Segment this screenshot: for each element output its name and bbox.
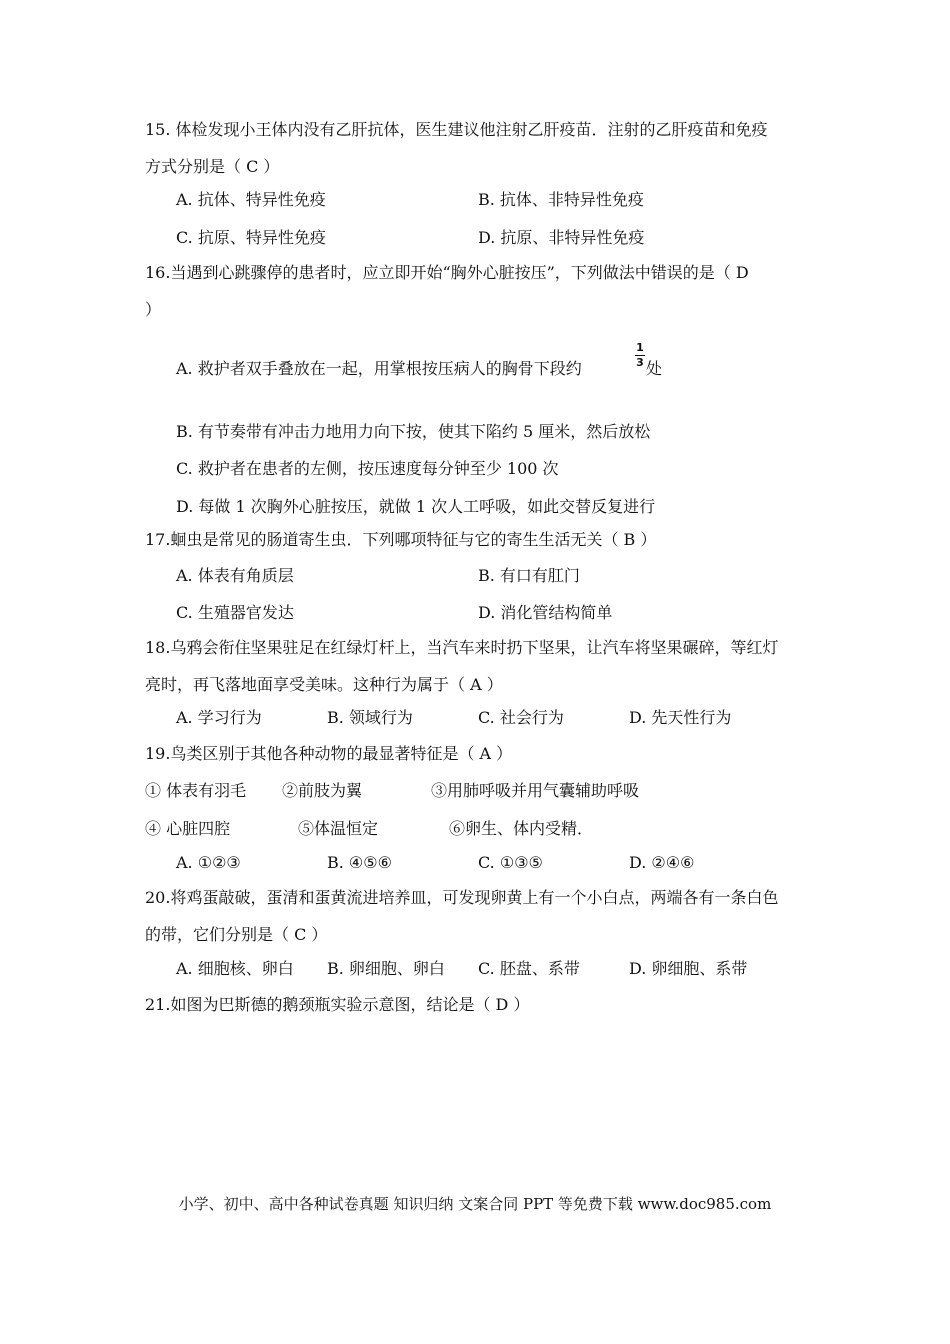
q18-option-a: A. 学习行为 (176, 708, 262, 727)
q19-item-2: ②前肢为翼 (282, 781, 363, 800)
q20-option-a: A. 细胞核、卵白 (176, 959, 294, 978)
q15-stem-line1: 15. 体检发现小王体内没有乙肝抗体，医生建议他注射乙肝疫苗．注射的乙肝疫苗和免疫 (145, 120, 768, 139)
q19-option-d: D. ②④⑥ (629, 853, 695, 872)
q17-option-a: A. 体表有角质层 (176, 566, 294, 585)
q17-stem: 17.蛔虫是常见的肠道寄生虫．下列哪项特征与它的寄生生活无关（ B ） (145, 530, 657, 549)
q17-option-d: D. 消化管结构简单 (478, 603, 613, 622)
q16-option-c: C. 救护者在患者的左侧，按压速度每分钟至少 100 次 (176, 459, 559, 478)
q16-option-a: A. 救护者双手叠放在一起，用掌根按压病人的胸骨下段约 (176, 359, 582, 378)
q18-option-c: C. 社会行为 (478, 708, 564, 727)
q16-option-a-tail: 处 (646, 359, 663, 378)
q15-option-c: C. 抗原、特异性免疫 (176, 228, 326, 247)
q16-stem-line1: 16.当遇到心跳骤停的患者时，应立即开始“胸外心脏按压”，下列做法中错误的是（ D (145, 263, 749, 282)
q16-stem-line2: ） (145, 300, 162, 319)
q18-stem-line2: 亮时，再飞落地面享受美味。这种行为属于（ A ） (145, 675, 503, 694)
q18-option-b: B. 领域行为 (327, 708, 413, 727)
q15-stem-line2: 方式分别是（ C ） (145, 157, 280, 176)
one-third-fraction (635, 342, 645, 369)
q19-item-4: ④ 心脏四腔 (145, 819, 231, 838)
q19-item-3: ③用肺呼吸并用气囊辅助呼吸 (431, 781, 640, 800)
q16-option-d: D. 每做 1 次胸外心脏按压，就做 1 次人工呼吸，如此交替反复进行 (176, 497, 656, 516)
q19-stem: 19.鸟类区别于其他各种动物的最显著特征是（ A ） (145, 744, 513, 763)
q20-stem-line1: 20.将鸡蛋敲破，蛋清和蛋黄流进培养皿，可发现卵黄上有一个小白点，两端各有一条白色 (145, 888, 779, 907)
q21-stem: 21.如图为巴斯德的鹅颈瓶实验示意图，结论是（ D ） (145, 995, 530, 1014)
q19-item-1: ① 体表有羽毛 (145, 781, 247, 800)
q19-option-a: A. ①②③ (176, 853, 241, 872)
q20-option-c: C. 胚盘、系带 (478, 959, 580, 978)
q16-option-b: B. 有节奏带有冲击力地用力向下按，使其下陷约 5 厘米，然后放松 (176, 422, 651, 441)
q19-item-6: ⑥卵生、体内受精． (449, 819, 594, 838)
q18-stem-line1: 18.乌鸦会衔住坚果驻足在红绿灯杆上，当汽车来时扔下坚果，让汽车将坚果碾碎，等红灯 (145, 638, 779, 657)
q18-option-d: D. 先天性行为 (629, 708, 732, 727)
q15-option-d: D. 抗原、非特异性免疫 (478, 228, 645, 247)
q19-item-5: ⑤体温恒定 (298, 819, 379, 838)
q17-option-c: C. 生殖器官发达 (176, 603, 294, 622)
q19-option-c: C. ①③⑤ (478, 853, 543, 872)
q20-option-b: B. 卵细胞、卵白 (327, 959, 445, 978)
q17-option-b: B. 有口有肛门 (478, 566, 580, 585)
page-footer: 小学、初中、高中各种试卷真题 知识归纳 文案合同 PPT 等免费下载 www.doc985.com (178, 1195, 772, 1213)
fraction-numerator: 1 (636, 341, 644, 354)
q15-option-a: A. 抗体、特异性免疫 (176, 190, 326, 209)
q15-option-b: B. 抗体、非特异性免疫 (478, 190, 644, 209)
fraction-denominator: 3 (636, 356, 644, 369)
q20-stem-line2: 的带，它们分别是（ C ） (145, 925, 328, 944)
q20-option-d: D. 卵细胞、系带 (629, 959, 748, 978)
q19-option-b: B. ④⑤⑥ (327, 853, 392, 872)
